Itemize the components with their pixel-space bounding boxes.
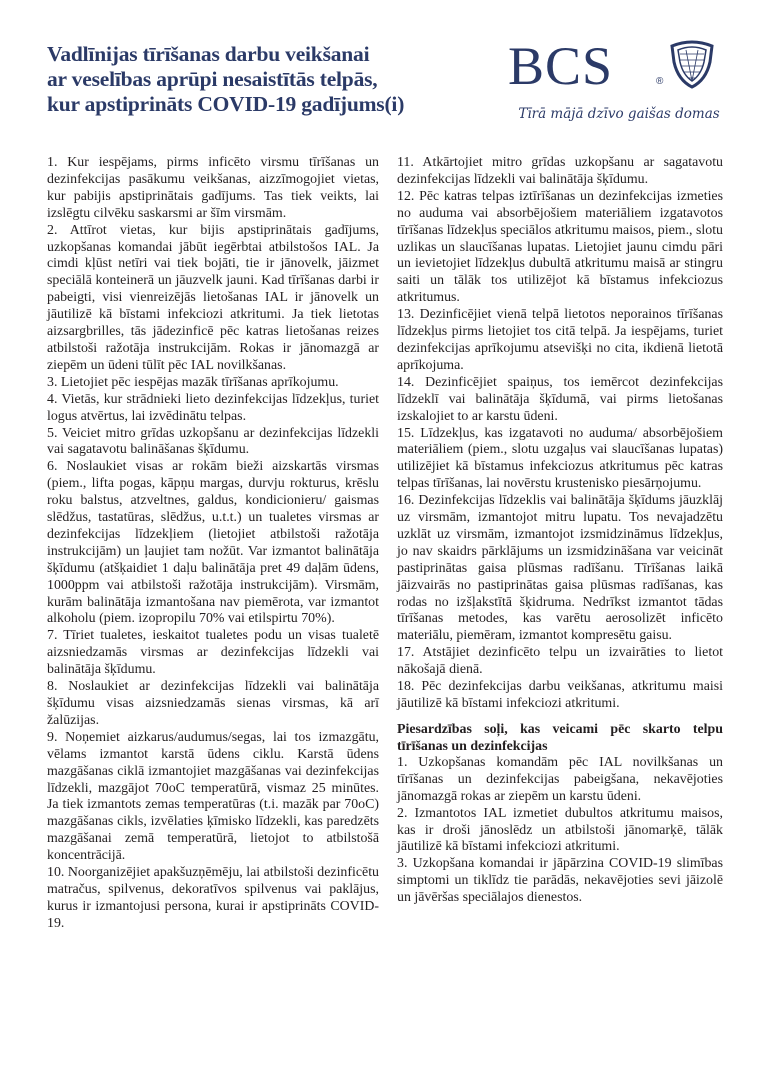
- precaution-item: 3. Uzkopšana komandai ir jāpārzina COVID-19 slimības simptomi un tiklīdz tie parādās, nekavējoties sevi jāizolē un jāvēršas speciālajos dienestos.: [397, 856, 723, 906]
- instruction-item: 13. Dezinficējiet vienā telpā lietotos neporainos tīrīšanas līdzekļus pirms lietojiet tos citā telpā. Ja iespējams, turiet dezinfekcijas aprīkojumu atsevišķi no cita, ikdienā lietotā aprīkojuma.: [397, 307, 723, 373]
- instruction-item: 10. Noorganizējiet apakšuzņēmēju, lai atbilstoši dezinficētu matračus, spilvenus, dekoratīvos spilvenus vai paklājus, kurus ir izmantojusi persona, kurai ir apstiprināts COVID-19.: [47, 865, 379, 931]
- instruction-item: 16. Dezinfekcijas līdzeklis vai balinātāja šķīdums jāuzklāj uz virsmām, izmantojot mitru lupatu. Tos nevajadzētu uzklāt uz virsmām, izmantojot izsmidzināmus līdzekļus, jo nav skaidrs pārklājums un izsmidzināšana var veicināt pastiprinātas gaisa plūsmas radīšanu. Tīrīšanas laikā jāizvairās no pastiprinātas gaisa plūsmas radīšanas, kas rodas no izšļakstītā šķidruma. Nedrīkst izmantot tādas tīrīšanas metodes, kas varētu aerosolizēt inficēto materiālu, piemēram, izmantot kompresētu gaisu.: [397, 493, 723, 644]
- instruction-item: 12. Pēc katras telpas iztīrīšanas un dezinfekcijas izmeties no auduma vai absorbējošiem materiāliem izgatavotos tīrīšanas līdzekļus speciālos atkritumu maisos, piem., slotu uzlikas un slaucīšanas lupatas. Lietojiet jaunu cimdu pāri un ievietojiet līdzekļus dubultā atkritumu maisā ar stingru saiti un tālāk tos utilizējot kā bīstamus infekciozus atkritumus.: [397, 188, 723, 306]
- instruction-item: 4. Vietās, kur strādnieki lieto dezinfekcijas līdzekļus, turiet logus atvērtus, lai izvēdinātu telpas.: [47, 391, 379, 424]
- instruction-item: 8. Noslaukiet ar dezinfekcijas līdzekli vai balinātāja šķīdumu visas aizsniedzamās sienas virsmas, kā arī žalūzijas.: [47, 679, 379, 728]
- left-column: [47, 155, 379, 933]
- logo-tagline: Tīrā mājā dzīvo gaišas domas: [518, 106, 720, 122]
- registered-mark: ®: [656, 76, 664, 87]
- instruction-item: 6. Noslaukiet visas ar rokām bieži aizskartās virsmas (piem., lifta pogas, kāpņu margas, durvju rokturus, krēslu roku balstus, atzveltnes, galdus, kondicionieru/ gaismas slēdžus, tastatūras, slēdžus, u.t.t.) un tualetes virsmas ar dezinfekcijas līdzekļiem (lietojiet atbilstoši ražotāja instrukcijām) un ļaujiet tam nožūt. Var izmantot balinātāja šķīdumu (atšķaidiet 1 daļu balinātāja pret 49 daļām ūdens, 1000ppm vai atbilstoši ražotāja instrukcijām). Virsmām, kurām balinātāja izmantošana nav piemērota, var izmantot alkoholu (piem. izopropilu 70% vai etilspirtu 70%).: [47, 459, 379, 627]
- instruction-item: 5. Veiciet mitro grīdas uzkopšanu ar dezinfekcijas līdzekli vai sagatavotu balināšanas šķīdumu.: [47, 425, 379, 458]
- title-line: Vadlīnijas tīrīšanas darbu veikšanai: [47, 42, 370, 66]
- instruction-item: 3. Lietojiet pēc iespējas mazāk tīrīšanas aprīkojumu.: [47, 374, 339, 390]
- right-column: [397, 155, 723, 907]
- title-line: ar veselības aprūpi nesaistītās telpās,: [47, 67, 378, 91]
- instruction-item: 7. Tīriet tualetes, ieskaitot tualetes podu un visas tualetē aizsniedzamās virsmas ar dezinfekcijas līdzekli vai balinātāja šķīdumu.: [47, 628, 379, 678]
- instruction-item: 17. Atstājiet dezinficēto telpu un izvairāties to lietot nākošajā dienā.: [397, 645, 723, 678]
- page-title: [47, 42, 457, 117]
- instruction-item: 11. Atkārtojiet mitro grīdas uzkopšanu ar sagatavotu dezinfekcijas līdzekli vai balinātāja šķīdumu.: [397, 155, 723, 187]
- bcs-logo: [508, 36, 730, 128]
- instruction-item: 15. Līdzekļus, kas izgatavoti no auduma/ absorbējošiem materiāliem (piem., slotu uzgaļus vai slaucīšanas lupatas) utilizējiet kā bīstamus infekciozus atkritumus pēc katras telpas tīrīšanas, lai novērstu krustenisko piesārņojumu.: [397, 425, 723, 492]
- instruction-item: 1. Kur iespējams, pirms inficēto virsmu tīrīšanas un dezinfekcijas pasākumu veikšanas, aizzīmogojiet vietas, kur pabijis apstiprinātais gadījums. Tas tiek veikts, lai izslēgtu cilvēku saskarsmi ar šīm virsmām.: [47, 155, 379, 221]
- instruction-item: 14. Dezinficējiet spaiņus, tos iemērcot dezinfekcijas līdzeklī vai balinātāja šķīdumā, vai pirms lietošanas izskalojiet to ar karstu ūdeni.: [397, 374, 723, 424]
- title-line: kur apstiprināts COVID-19 gadījums(i): [47, 92, 405, 116]
- precaution-item: 1. Uzkopšanas komandām pēc IAL novilkšanas un tīrīšanas un dezinfekcijas pabeigšana, nekavējoties jānomazgā rokas ar ziepēm un karstu ūdeni.: [397, 754, 723, 804]
- instruction-item: 18. Pēc dezinfekcijas darbu veikšanas, atkritumu maisi jāutilizē kā bīstami infekciozi atkritumi.: [397, 679, 723, 711]
- shield-icon: [668, 40, 716, 90]
- precaution-item: 2. Izmantotos IAL izmetiet dubultos atkritumu maisos, kas ir droši jānoslēdz un atbilstoši jānomarķē, tālāk jāutilizē kā bīstami infekciozi atkritumi.: [397, 805, 723, 855]
- instruction-item: 2. Attīrot vietas, kur bijis apstiprinātais gadījums, uzkopšanas komandai jābūt iegērbtai atbilstošos IAL. Ja cimdi kļūst netīri vai tiek bojāti, tie ir jānovelk, jāizmet speciālā konteinerā un jāuzvelk jauni. Kad tīrīšanas darbi ir pabeigti, visi vienreizējās lietošanas IAL ir jānovelk un jāutilizē kā bīstami infekciozi atkritumi. Ja tiek lietotas aizsargbrilles, tās jādezinficē pēc katras lietošanas reizes atbilstoši ražotāja instrukcijām. Rokas ir jānomazgā ar ziepēm un ūdeni tūlīt pēc IAL novilkšanas.: [47, 222, 379, 373]
- logo-wordmark: BCS: [508, 36, 614, 96]
- instruction-item: 9. Noņemiet aizkarus/audumus/segas, lai tos izmazgātu, vēlams izmantot karstā ūdens ciklu. Karstā ūdens mazgāšanas ciklā izmantojiet mazgāšanas vai dezinfekcijas līdzekli, mazgājot 70oC temperatūrā, vismaz 25 minūtes. Ja tiek izmantots zemas temperatūras (t.i. mazāk par 70oC) mazgāšanas cikls, izvēlaties ķīmisko līdzekli, kas paredzēts mazgāšanai zemā temperatūrā, lietojot to atbilstošā koncentrācijā.: [47, 729, 379, 864]
- precautions-heading: Piesardzības soļi, kas veicami pēc skarto telpu tīrīšanas un dezinfekcijas: [397, 721, 723, 754]
